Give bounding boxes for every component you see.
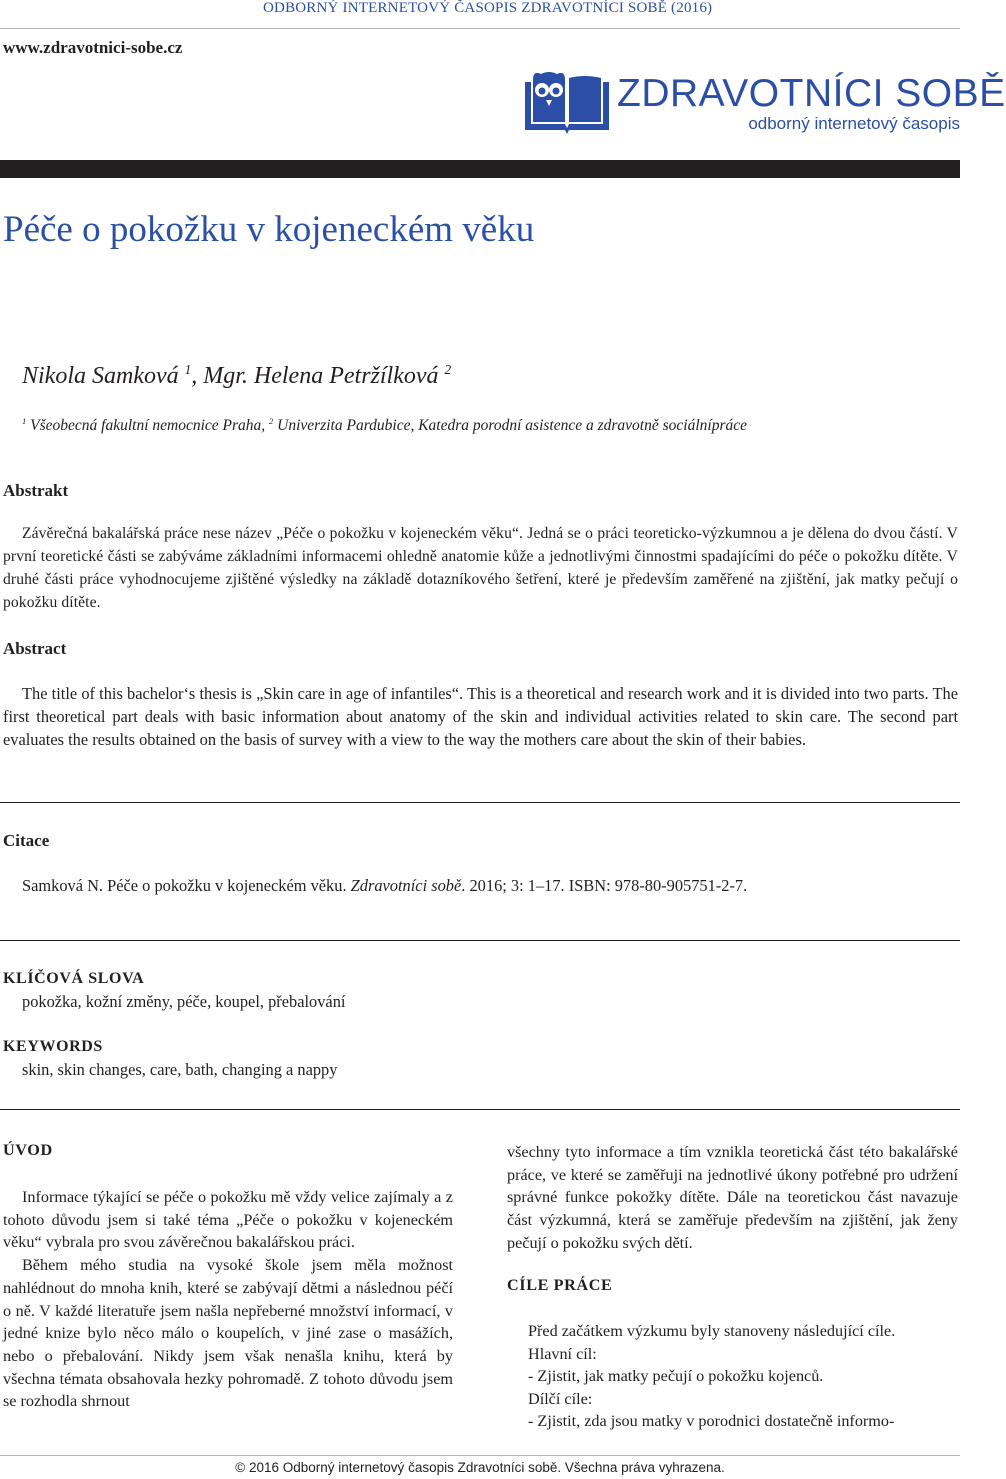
section-rule [0,802,960,803]
uvod-continuation [507,1141,958,1255]
logo-title: ZDRAVOTNÍCI SOBĚ [617,72,1006,115]
affil-text: Univerzita Pardubice, Katedra porodní asistence a zdravotně sociálnípráce [273,417,747,434]
affil-text: Všeobecná fakultní nemocnice Praha, [26,417,270,434]
header-bar [0,160,960,178]
citace-heading: Citace [3,831,50,850]
goal-line: - Zjistit, zda jsou matky v porodnici dostatečně informo- [528,1412,895,1430]
footer-rule [0,1455,960,1456]
uvod-paragraph: Informace týkající se péče o pokožku mě vždy velice zajímaly a z tohoto důvodu jsem si také téma „Péče o pokožku v kojeneckém věku“ vybrala pro svou závěrečnou bakalářskou práci. [3,1188,453,1252]
author-name: Nikola Samková [22,363,179,389]
affiliations [22,417,747,435]
author-name: , Mgr. Helena Petržílková [191,363,439,389]
uvod-body [3,1186,453,1413]
journal-logo [521,70,1006,138]
abstrakt-text: Závěrečná bakalářská práce nese název „Péče o pokožku v kojeneckém věku“. Jedná se o práci teoreticko-výzkumnou a je dělena do dvou částí. V první teoretické části se zabýváme základními informacemi ohledně anatomie kůže a jednotlivými činnostmi spadajícími do péče o pokožku dítěte. V druhé části práce vyhodnocujeme zjištěné výsledky na základě dotazníkového šetření, které je především zaměřené na zjištění, jak matky pečují o pokožku dítěte. [3,525,958,611]
authors [22,363,451,390]
site-url-link[interactable]: www.zdravotnici-sobe.cz [3,38,183,57]
citation [22,876,747,896]
abstract-body [3,682,958,751]
keywords-en-heading: KEYWORDS [3,1038,103,1055]
abstrakt-body [3,522,958,614]
top-rule [0,28,960,29]
uvod-heading: ÚVOD [3,1141,53,1159]
citation-text: . 2016; 3: 1–17. ISBN: 978-80-905751-2-7. [461,876,748,895]
abstract-text: The title of this bachelor‘s thesis is „Skin care in age of infantiles“. This is a theoretical and research work and it is divided into two parts. The first theoretical part deals with basic information about anatomy of the skin and individual activities related to skin care. The second part evaluates the results obtained on the basis of survey with a view to the way the mothers care about the skin of their babies. [3,684,958,749]
abstract-heading: Abstract [3,639,67,658]
goal-line: Před začátkem výzkumu byly stanoveny následující cíle. [528,1322,896,1340]
copyright-footer: © 2016 Odborný internetový časopis Zdravotníci sobě. Všechna práva vyhrazena. [235,1460,725,1475]
goal-line: - Zjistit, jak matky pečují o pokožku kojenců. [528,1367,824,1385]
cile-heading: CÍLE PRÁCE [507,1276,613,1294]
author-affil-mark: 2 [444,362,452,377]
logo-subtitle: odborný internetový časopis [748,114,960,133]
keywords-cz-heading: KLÍČOVÁ SLOVA [3,970,145,987]
abstrakt-heading: Abstrakt [3,481,69,500]
keywords-cz: pokožka, kožní změny, péče, koupel, přebalování [22,992,346,1011]
uvod-paragraph: Během mého studia na vysoké škole jsem měla možnost nahlédnout do mnoha knih, které se zabývají dětmi a následnou péčí o ně. V každé literatuře jsem našla nepřeberné množství informací, v jedné knize bylo něco málo o koupelích, v jiné zase o masážích, nebo o přebalování. Nikdy jsem však nenašla knihu, která by všechna témata obsahovala hezky pohromadě. Z tohoto důvodu jsem se rozhodla shrnout [3,1256,453,1411]
keywords-en: skin, skin changes, care, bath, changing a nappy [22,1060,338,1079]
citation-journal: Zdravotníci sobě [350,876,462,895]
author-affil-mark: 1 [184,362,192,377]
citation-text: Samková N. Péče o pokožku v kojeneckém věku. [22,876,351,895]
goal-line: Hlavní cíl: [528,1345,597,1363]
article-title: Péče o pokožku v kojeneckém věku [3,209,535,250]
affil-mark: 1 [22,415,27,426]
section-rule [0,940,960,941]
section-rule [0,1109,960,1110]
uvod-paragraph: všechny tyto informace a tím vznikla teoretická část této bakalářské práce, ve které se zaměřuji na jednotlivé úkony potřebné pro udržení správné funkce pokožky dítěte. Dále na teoretickou část navazuje část výzkumná, která se zaměřuje především na zjištění, jak ženy pečují o pokožku svých dětí. [507,1143,958,1252]
owl-book-icon [521,70,613,136]
goal-line: Dílčí cíle: [528,1390,593,1408]
affil-mark: 2 [269,415,274,426]
running-head: ODBORNÝ INTERNETOVÝ ČASOPIS ZDRAVOTNÍCI SOBĚ (2016) [263,0,713,16]
